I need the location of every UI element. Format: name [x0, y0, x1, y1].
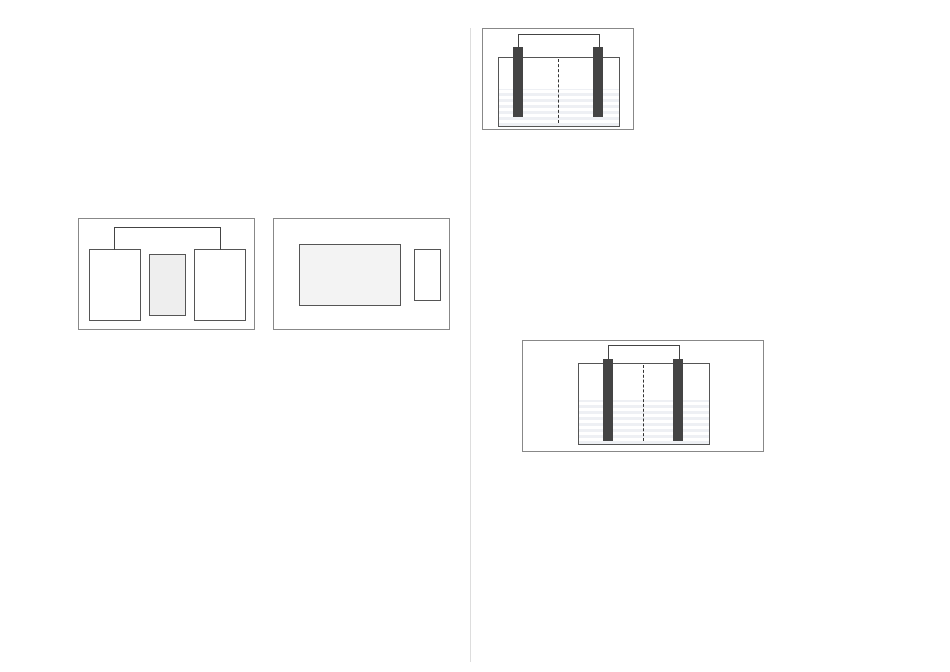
- power-wire: [608, 345, 680, 360]
- right-figure-2: [522, 340, 764, 452]
- right-text-block-5: [482, 650, 874, 662]
- right-text-block-1: [482, 136, 874, 336]
- electrode-right: [593, 47, 603, 117]
- cell-tank-left: [89, 249, 141, 321]
- left-figure-2: [273, 218, 450, 330]
- left-figure-1: [78, 218, 255, 330]
- right-text-block-2: [482, 456, 874, 516]
- membrane-cell: [299, 244, 401, 306]
- electrolytic-tank: [578, 363, 710, 445]
- exchange-membrane: [558, 59, 559, 123]
- right-column: [482, 28, 874, 662]
- left-text-block-1: [78, 28, 460, 148]
- column-divider: [470, 28, 471, 662]
- right-figure-1: [482, 28, 634, 130]
- left-text-block-3: [78, 340, 460, 400]
- load-box: [414, 249, 441, 301]
- left-text-block-2: [78, 148, 460, 208]
- right-text-block-4: [482, 634, 874, 648]
- external-wire: [518, 34, 600, 48]
- electrode-b: [673, 359, 683, 441]
- left-text-block-4: [78, 406, 460, 496]
- left-column: [78, 28, 460, 662]
- left-text-block-5: [78, 502, 460, 652]
- cell-tank-right: [194, 249, 246, 321]
- electrode-left: [513, 47, 523, 117]
- external-wire: [114, 227, 221, 250]
- stack-block: [149, 254, 186, 316]
- right-text-block-3: [482, 520, 874, 630]
- electrode-a: [603, 359, 613, 441]
- exchange-membrane: [643, 365, 644, 441]
